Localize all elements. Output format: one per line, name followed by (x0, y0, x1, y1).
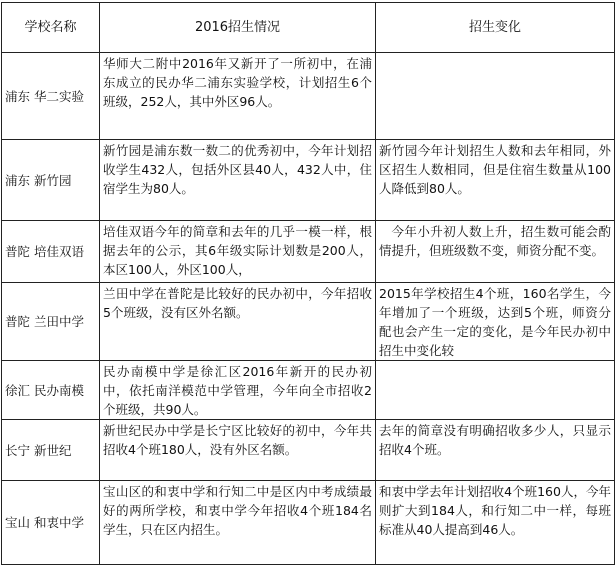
admissions-info-cell (100, 420, 376, 481)
admissions-change-cell (376, 53, 615, 140)
table-row (2, 283, 615, 361)
school-name-cell (2, 140, 100, 221)
school-name-cell (2, 221, 100, 283)
school-name-cell (2, 361, 100, 420)
admissions-info-cell (100, 140, 376, 221)
header-2016-admissions: 2016招生情况 (100, 3, 376, 53)
admissions-info-cell (100, 361, 376, 420)
school-name: 宝山 和衷中学 (5, 515, 84, 530)
admissions-info: 新世纪民办中学是长宁区比较好的初中，今年共招收4个班180人，没有外区名额。 (103, 423, 372, 457)
school-name: 长宁 新世纪 (5, 442, 72, 458)
school-name-cell (2, 283, 100, 361)
admissions-change: 今年小升初人数上升，招生数可能会酌情提升，但班级数不变，师资分配不变。 (379, 224, 611, 258)
school-name: 浦东 新竹园 (5, 172, 72, 188)
table-row (2, 420, 615, 481)
table-row (2, 140, 615, 221)
admissions-info-cell (100, 221, 376, 283)
admissions-change: 去年的简章没有明确招收多少人，只显示招收4个班。 (379, 423, 611, 457)
admissions-change-cell (376, 420, 615, 481)
school-name-cell (2, 420, 100, 481)
school-name: 普陀 培佳双语 (5, 244, 84, 259)
school-name-cell (2, 481, 100, 565)
table-row (2, 361, 615, 420)
admissions-change: 新竹园今年计划招生人数和去年相同，外区招生人数相同，但是住宿生数量从100人降低到80人。 (379, 143, 611, 196)
table-header-row (2, 3, 615, 53)
header-admissions-change: 招生变化 (376, 3, 615, 53)
admissions-info-cell (100, 53, 376, 140)
admissions-change-cell (376, 283, 615, 361)
admissions-info: 民办南模中学是徐汇区2016年新开的民办初中，依托南洋模范中学管理，今年向全市招收2个班级，共90人。 (103, 364, 372, 417)
table-row (2, 53, 615, 140)
admissions-change-cell (376, 221, 615, 283)
admissions-info: 兰田中学在普陀是比较好的民办初中，今年招收5个班级，没有区外名额。 (103, 286, 372, 320)
header-school-name: 学校名称 (2, 3, 100, 53)
school-name-cell (2, 53, 100, 140)
admissions-info-cell (100, 481, 376, 565)
school-name: 浦东 华二实验 (5, 88, 84, 104)
admissions-change-cell (376, 361, 615, 420)
admissions-change: 2015年学校招生4个班，160名学生，今年增加了一个班级，达到5个班，师资分配也会产生一定的变化，是今年民办初中招生中变化较 (379, 286, 611, 358)
admissions-change-cell (376, 140, 615, 221)
admissions-info-cell (100, 283, 376, 361)
admissions-change: 和衷中学去年计划招收4个班160人，今年则扩大到184人，和行知二中一样，每班标准从40人提高到46人。 (379, 484, 611, 537)
admissions-info: 新竹园是浦东数一数二的优秀初中，今年计划招收学生432人，包括外区县40人，432人中，住宿学生为80人。 (103, 143, 372, 196)
admissions-info: 培佳双语今年的简章和去年的几乎一模一样，根据去年的公示，其6年级实际计划数是200人，本区100人，外区100人， (103, 224, 372, 277)
table-row (2, 481, 615, 565)
admissions-info: 宝山区的和衷中学和行知二中是区内中考成绩最好的两所学校，和衷中学今年招收4个班184名学生，只在区内招生。 (103, 484, 372, 537)
school-name: 徐汇 民办南模 (5, 382, 84, 398)
admissions-change-cell (376, 481, 615, 565)
school-name: 普陀 兰田中学 (5, 314, 84, 329)
table-row (2, 221, 615, 283)
admissions-info: 华师大二附中2016年又新开了一所初中，在浦东成立的民办华二浦东实验学校，计划招生6个班级，252人，其中外区96人。 (103, 56, 372, 109)
admissions-table (1, 2, 615, 565)
